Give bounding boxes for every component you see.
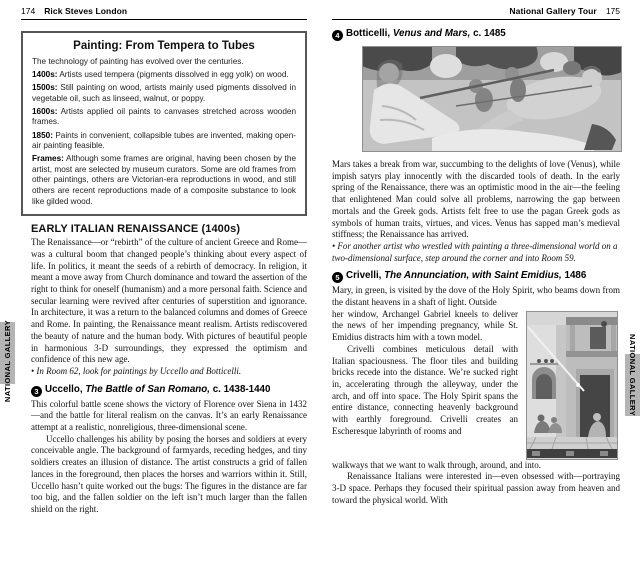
- sidebar-text: Artists used tempera (pigments dissolved in egg yolk) on wood.: [59, 70, 289, 80]
- sidebar-box-tempera-to-tubes: [21, 31, 307, 216]
- sidebar-text: Still painting on wood, artists mainly used pigments dissolved in vegetable oil, such as linseed, walnut, or poppy.: [32, 83, 296, 103]
- sidebar-entry: [32, 107, 296, 128]
- sidebar-entry: [32, 131, 296, 152]
- chapter-tab-label: NATIONAL GALLERY: [3, 319, 12, 403]
- paragraph: Uccello challenges his ability by posing the horses and soldiers at every conceivable angle. The background of farmyards, receding hedges, and tiny soldiers creates an illusion of distance. The artist constructs a grid of fallen lances in the foreground, then places the horses and warriors within it. Still, Uccello hasn’t quite worked out the bugs: The figures in the distance are far too big, and the fallen soldier on the left isn’t much larger than the fallen shield on the right.: [31, 433, 307, 514]
- sidebar-term: 1400s:: [32, 70, 58, 80]
- wrapped-text-column: [332, 309, 518, 460]
- paragraph: Mars takes a break from war, succumbing to the delights of love (Venus), while impish satyrs play innocently with the discarded tools of death. In the early spring of the Renaissance, there was an optimistic mood in the air—the feeling that enlightened Man could solve all problems, narrowing the gap between mortals and the Greek gods. Artists felt free to use the pagan Greek gods as symbols of human traits, virtues, and vices. Venus has sapped man’s medieval stiffness; the Renaissance has arrived.: [332, 159, 620, 240]
- chapter-tab-right: [625, 333, 640, 417]
- page-number: 174: [21, 6, 36, 16]
- running-head-title: Rick Steves London: [44, 6, 128, 16]
- paragraph: walkways that we want to walk through, around, and into.: [332, 459, 541, 470]
- paragraph: This colorful battle scene shows the victory of Florence over Siena in 1432—and the battle for literal realism on the canvas. It’s an early Renaissance attempt at a realistic, nonreligious, three-dimensional scene.: [31, 398, 307, 433]
- tour-tip: • For another artist who wrestled with painting a three-dimensional world on a two-dimensional surface, step around the corner and into Room 59.: [332, 240, 618, 263]
- artist-name: Uccello,: [45, 383, 83, 395]
- sidebar-term: 1600s:: [32, 106, 58, 116]
- running-header-right: [332, 6, 620, 20]
- page-number: 175: [605, 6, 620, 16]
- entry-heading-botticelli: [332, 28, 620, 41]
- sidebar-title: Painting: From Tempera to Tubes: [73, 40, 255, 52]
- tour-tip: • In Room 62, look for paintings by Uccello and Botticelli.: [31, 365, 242, 376]
- page-left: [21, 6, 307, 516]
- running-head-title: National Gallery Tour: [509, 6, 597, 16]
- running-header-left: [21, 6, 307, 20]
- sidebar-entry: [32, 83, 296, 104]
- annunciation-figure: [526, 311, 618, 460]
- artwork-title: The Battle of San Romano,: [85, 383, 210, 395]
- tour-stop-number-icon: 3: [31, 386, 42, 397]
- sidebar-term: 1850:: [32, 130, 53, 140]
- artist-name: Botticelli,: [346, 28, 391, 39]
- page-right: [332, 6, 620, 507]
- artwork-title: Venus and Mars,: [392, 28, 471, 39]
- artwork-date: c. 1438-1440: [212, 383, 271, 395]
- paragraph: Crivelli combines meticulous detail with Italian spaciousness. The floor tiles and building bricks recede into the distance. We’re sucked right in, accelerating through the alleyway, under the arch, and off into space. The Holy Spirit spans the entire distance, connecting heavenly background with earthly foreground. Crivelli creates an Escheresque labyrinth of rooms and: [332, 343, 518, 436]
- sidebar-text: Artists applied oil paints to canvases stretched across wooden frames.: [32, 106, 296, 127]
- sidebar-text: Paints in convenient, collapsible tubes are invented, making open-air painting feasible.: [32, 130, 296, 151]
- artwork-title: The Annunciation, with Saint Emidius,: [384, 270, 562, 282]
- artwork-date: c. 1485: [473, 28, 506, 39]
- artwork-date: 1486: [564, 270, 587, 282]
- artist-name: Crivelli,: [346, 270, 382, 282]
- entry-heading-uccello: [31, 384, 307, 397]
- entry-heading-crivelli: [332, 270, 620, 283]
- tour-stop-number-icon: 5: [332, 272, 343, 283]
- tour-stop-number-icon: 4: [332, 30, 343, 41]
- sidebar-entry: [32, 70, 296, 81]
- venus-and-mars-figure: [362, 46, 622, 152]
- sidebar-text: Although some frames are original, having been chosen by the artist, most are selected by museum curators. Some are old frames from other paintings, others are Victorian-era reproductions in wood, and still others are recent reproductions made of a composite substance to look like gilded wood.: [32, 154, 296, 206]
- section-heading: EARLY ITALIAN RENAISSANCE (1400s): [31, 223, 241, 236]
- paragraph: The Renaissance—or “rebirth” of the culture of ancient Greece and Rome—was a cultural boom that changed people’s thinking about every aspect of life. In politics, it meant the seeds of a rebirth of democracy. In religion, it meant a move away from Church dominance and toward the assertion of the right to think for oneself (humanism) and a more personal faith. Science and secular learning were revived after centuries of superstition and ignorance. In architecture, it was a return to the balanced columns and domes of Greece and Rome. In painting, the Renaissance meant realism. Artists rediscovered the beauty of nature and the human body. With pictures of beautiful people in harmonious 3-D surroundings, they expressed the optimism and confidence of this new age.: [31, 237, 307, 365]
- sidebar-term: Frames:: [32, 154, 64, 164]
- sidebar-entry: [32, 154, 296, 207]
- text-and-figure-row: [332, 309, 620, 460]
- chapter-tab-left: [0, 320, 15, 402]
- chapter-tab-label: NATIONAL GALLERY: [628, 333, 637, 417]
- sidebar-intro: The technology of painting has evolved over the centuries.: [32, 57, 244, 66]
- paragraph: Renaissance Italians were interested in—even obsessed with—portraying 3-D space. Perhaps they focused their spiritual passion away from heaven and toward the physical world. With: [332, 471, 620, 505]
- sidebar-term: 1500s:: [32, 83, 58, 93]
- paragraph: her window, Archangel Gabriel kneels to deliver the news of her impending pregnancy, while St. Emidius distracts him with a town model.: [332, 308, 518, 343]
- paragraph: Mary, in green, is visited by the dove of the Holy Spirit, who beams down from the distant heavens in a shaft of light. Outside: [332, 285, 620, 308]
- left-page-body: [31, 223, 307, 515]
